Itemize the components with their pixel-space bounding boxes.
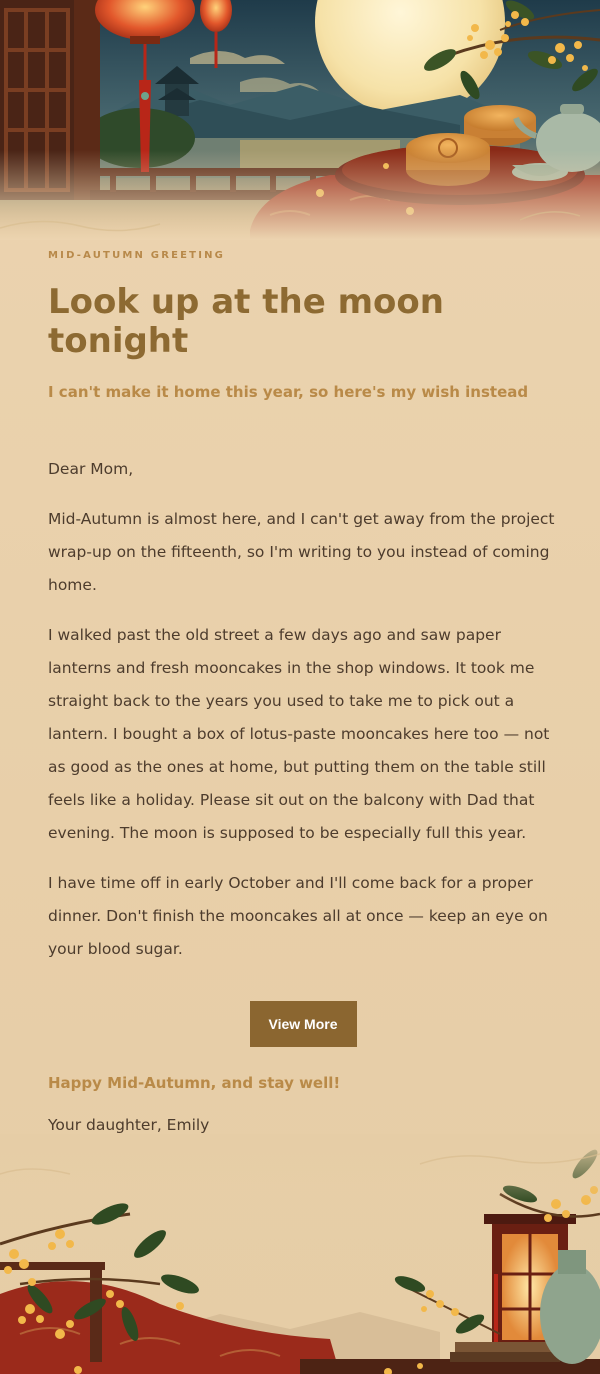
page-title: Look up at the moon tonight: [48, 282, 444, 362]
view-more-button[interactable]: View More: [250, 1001, 357, 1047]
letter-paragraph-2: I walked past the old street a few days ago and saw paper lanterns and fresh mooncakes in the shop windows. It took me straight back to the years you used to take me to pick out a lantern. I bought a box of lotus-paste mooncakes here too — not as good as the ones at home, but putting them on the table still feels like a holiday. Please sit out on the balcony with Dad that evening. The moon is supposed to be especially full this year.: [48, 626, 550, 843]
cta-container: [48, 1001, 558, 1047]
header-illustration: [0, 0, 600, 240]
subtitle: I can't make it home this year, so here's my wish instead: [48, 383, 529, 402]
salutation: Dear Mom,: [48, 460, 134, 479]
eyebrow-label: MID-AUTUMN GREETING: [48, 250, 226, 261]
footer-illustration: [0, 1134, 600, 1374]
letter-paragraph-1: Mid-Autumn is almost here, and I can't get away from the project wrap-up on the fifteenth, so I'm writing to you instead of coming home.: [48, 510, 555, 595]
letter-content: [48, 250, 558, 1134]
closing-line: Happy Mid-Autumn, and stay well!: [48, 1074, 341, 1093]
letter-paragraph-3: I have time off in early October and I'll come back for a proper dinner. Don't finish the mooncakes all at once — keep an eye on your blood sugar.: [48, 874, 548, 959]
signature: Your daughter, Emily: [48, 1116, 210, 1135]
